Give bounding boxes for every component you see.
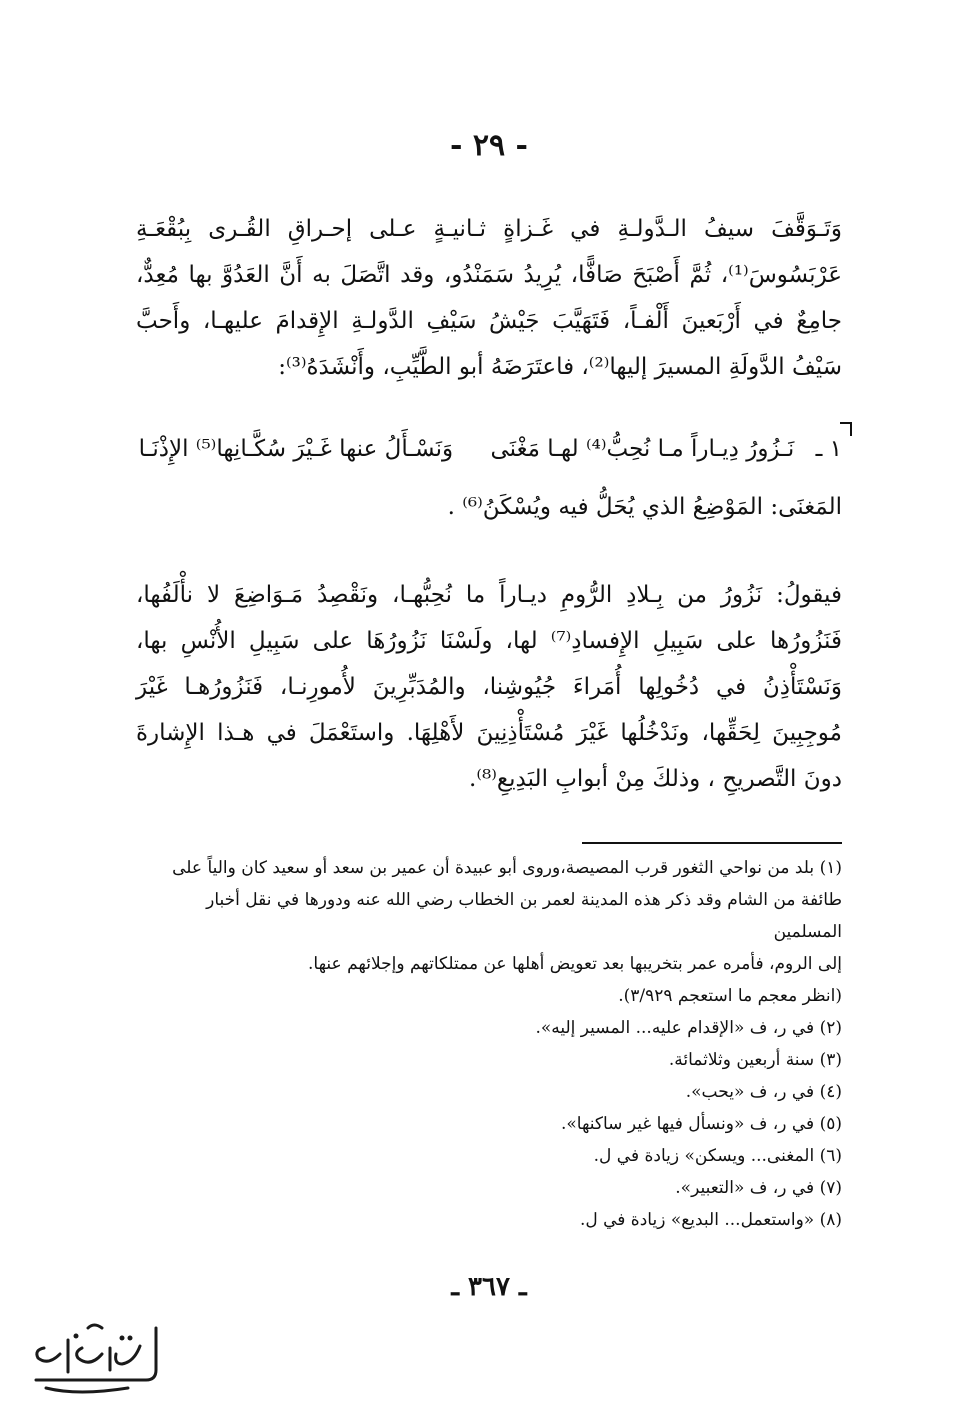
footnote-7: (٧) في ر، ف «التعبير». xyxy=(675,1178,842,1198)
footnotes xyxy=(136,852,842,1236)
verse-number: ١ ـ xyxy=(815,436,842,462)
verse-gloss: المَغنَى: المَوْضِعُ الذي يُحَلُّ فيه ويُسْكَنُ⁽⁶⁾ . xyxy=(447,494,842,520)
verse-block xyxy=(136,426,842,530)
paragraph-commentary: فيقولُ: نَزُورُ من بِـلادِ الرُّومِ ديـاراً ما نُحِبُّهـا، ونَقْصِدُ مَـوَاضِعَ لا نأْلَفُها، فَنَزُورُها على سَبِيلِ الإِفسادِ⁽⁷⁾ لها، ولَسْنَا نَزُورُهَا على سَبِيلِ الأُنْسِ بها، وَنَسْتَأْذِنُ في دُخُولِها أُمَراءَ جُيُوشِنا، والمُدَبِّرِينَ لأُمورِنـا، فَنَزُورُهـا غَيْرَ مُوجِبِينَ لِحَقِّها، ونَدْخُلُها غَيْرَ مُسْتَأْذِنِينَ لأَهْلِهَا. واستَعْمَلَ في هـذا الإِشارةَ دونَ التَّصريحِ ، وذلكَ مِنْ أبوابِ البَدِيعِ⁽⁸⁾. xyxy=(136,582,842,792)
footnote-divider xyxy=(582,842,842,844)
paragraph-intro: وَتَـوَقَّفَ سيفُ الـدَّولـةِ في غَـزاةٍ ثـانيـةٍ عـلى إحـراقِ القُـرى بِبُقْعَـةِ عَرْبَسُوسَ⁽¹⁾، ثُمَّ أَصْبَحَ صَافًّا، يُرِيدُ سَمَنْدُو، وقد اتَّصَلَ به أَنَّ العَدُوَّ بها مُعِدٌّ، جامِعٌ في أَرْبَعينَ أَلْفـاً، فَتَهَيَّبَ جَيْشُ سَيْفِ الدَّولـةِ الإِقدامَ عليهـا، وأَحبَّ سَيْفُ الدَّولَةِ المسيرَ إليها⁽²⁾، فاعتَرَضَهُ أبو الطَّيِّبِ، وأَنْشَدَهُ⁽³⁾: xyxy=(136,216,842,380)
corner-mark xyxy=(840,422,852,436)
footnote-2: (٢) في ر، ف «الإقدام عليه... المسير إليه». xyxy=(535,1018,842,1038)
footnote-1-line-3: إلى الروم، فأمره عمر بتخريبها بعد تعويض أهلها عن ممتلكاتهم وإجلائهم عنها. xyxy=(307,954,842,974)
footnote-1-line-4: (انظر معجم ما استعجم ٣/٩٢٩). xyxy=(618,986,842,1006)
footnote-1-line-2: طائفة من الشام وقد ذكر هذه المدينة لعمر بن الخطاب رضي الله عنه ودورها في نقل أخبار المسلمين xyxy=(206,890,842,942)
footnote-5: (٥) في ر، ف «ونسأل فيها غير ساكنها». xyxy=(560,1114,842,1134)
verse-line xyxy=(136,426,842,472)
page-number-bottom: ـ ٣٦٧ ـ xyxy=(451,1272,527,1302)
footnote-1-line-1: (١) بلد من نواحي الثغور قرب المصيصة،وروى أبو عبيدة أن عمير بن سعد أو سعيد كان والياً على xyxy=(172,858,842,878)
footnote-8: (٨) «واستعمل... البديع» زيادة في ل. xyxy=(579,1210,842,1230)
calligraphy-logo xyxy=(18,1318,168,1400)
verse-first-hemistich: نَـزُورُ دِيـاراً مـا نُحِبُّ⁽⁴⁾ لهـا مَغْنَى xyxy=(490,436,795,462)
page-number-top: - ٢٩ - xyxy=(449,128,529,163)
footnote-4: (٤) في ر، ف «يحب». xyxy=(685,1082,842,1102)
verse-second-hemistich: وَنَسْـأَلُ عنها غَـيْرَ سُكَّـانِها⁽⁵⁾ الإِذْنَـا xyxy=(138,436,454,462)
footnote-3: (٣) سنة أربعين وثلاثمائة. xyxy=(668,1050,842,1070)
footnote-6: (٦) المغنى... ويسكن» زيادة في ل. xyxy=(593,1146,842,1166)
